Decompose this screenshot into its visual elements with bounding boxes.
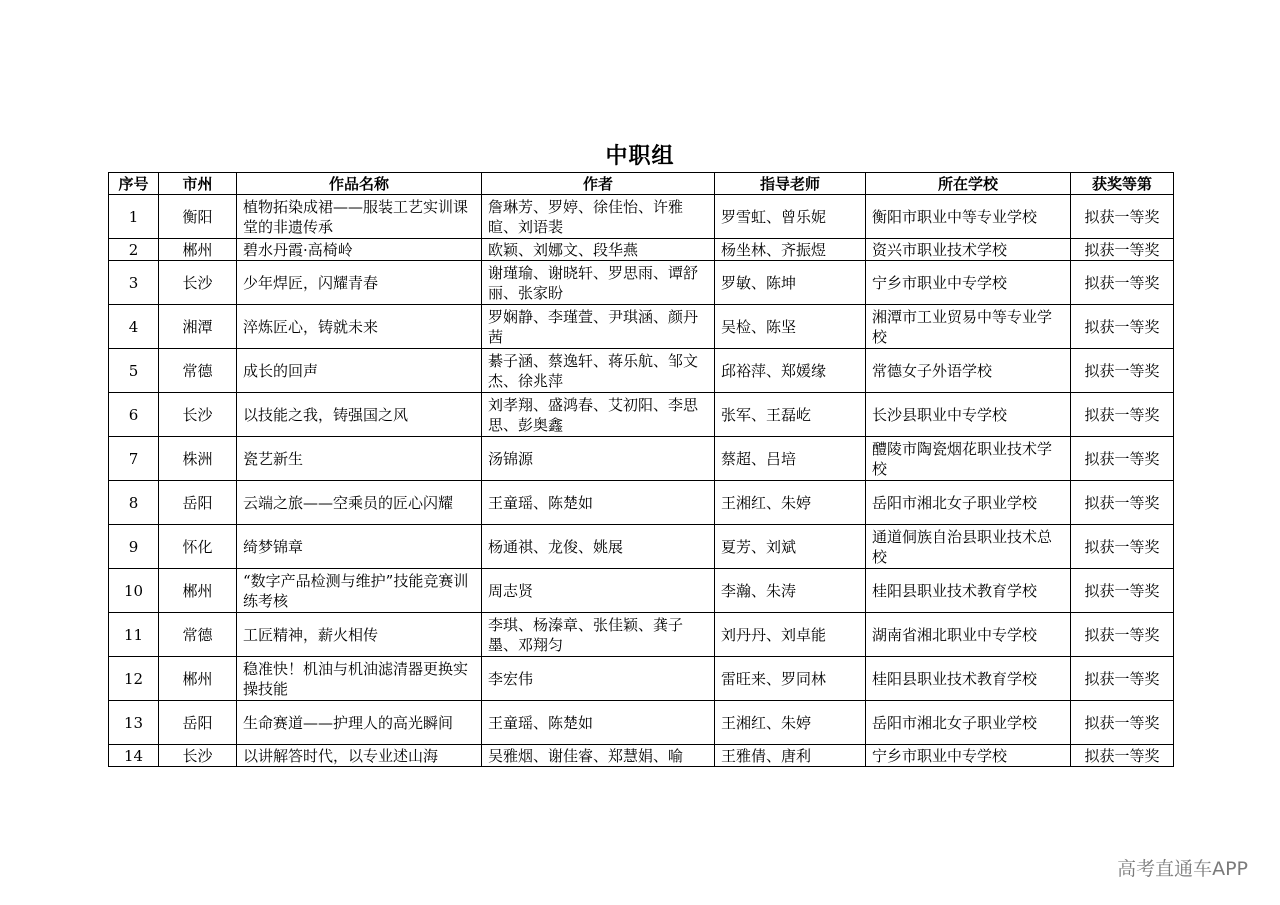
cell-advisors: 罗敏、陈坤 bbox=[715, 261, 866, 305]
cell-number: 3 bbox=[109, 261, 159, 305]
cell-school: 桂阳县职业技术教育学校 bbox=[866, 657, 1071, 701]
cell-city: 郴州 bbox=[159, 569, 237, 613]
cell-authors: 李宏伟 bbox=[482, 657, 715, 701]
cell-advisors: 蔡超、吕培 bbox=[715, 437, 866, 481]
table-row bbox=[109, 701, 1174, 745]
column-header-city: 市州 bbox=[159, 173, 237, 195]
cell-city: 株洲 bbox=[159, 437, 237, 481]
cell-authors: 罗娴静、李瑾萱、尹琪涵、颜丹茜 bbox=[482, 305, 715, 349]
cell-work: 绮梦锦章 bbox=[237, 525, 482, 569]
cell-work: 少年焊匠，闪耀青春 bbox=[237, 261, 482, 305]
column-header-work: 作品名称 bbox=[237, 173, 482, 195]
page-title: 中职组 bbox=[605, 144, 675, 169]
cell-work: 生命赛道——护理人的高光瞬间 bbox=[237, 701, 482, 745]
cell-city: 郴州 bbox=[159, 239, 237, 261]
cell-school: 醴陵市陶瓷烟花职业技术学校 bbox=[866, 437, 1071, 481]
cell-award: 拟获一等奖 bbox=[1071, 195, 1174, 239]
cell-city: 岳阳 bbox=[159, 701, 237, 745]
cell-advisors: 吴检、陈坚 bbox=[715, 305, 866, 349]
table-row bbox=[109, 393, 1174, 437]
cell-school: 长沙县职业中专学校 bbox=[866, 393, 1071, 437]
cell-school: 宁乡市职业中专学校 bbox=[866, 745, 1071, 767]
cell-advisors: 王雅倩、唐利 bbox=[715, 745, 866, 767]
table-row bbox=[109, 613, 1174, 657]
cell-school: 岳阳市湘北女子职业学校 bbox=[866, 701, 1071, 745]
column-header-authors: 作者 bbox=[482, 173, 715, 195]
cell-award: 拟获一等奖 bbox=[1071, 481, 1174, 525]
cell-award: 拟获一等奖 bbox=[1071, 261, 1174, 305]
cell-advisors: 李瀚、朱涛 bbox=[715, 569, 866, 613]
cell-school: 桂阳县职业技术教育学校 bbox=[866, 569, 1071, 613]
cell-city: 衡阳 bbox=[159, 195, 237, 239]
table-header-row bbox=[109, 173, 1174, 195]
cell-award: 拟获一等奖 bbox=[1071, 657, 1174, 701]
column-header-number: 序号 bbox=[109, 173, 159, 195]
cell-award: 拟获一等奖 bbox=[1071, 305, 1174, 349]
cell-work: 淬炼匠心，铸就未来 bbox=[237, 305, 482, 349]
cell-award: 拟获一等奖 bbox=[1071, 613, 1174, 657]
table-row bbox=[109, 195, 1174, 239]
cell-authors: 綦子涵、蔡逸轩、蒋乐航、邹文杰、徐兆萍 bbox=[482, 349, 715, 393]
cell-advisors: 张军、王磊屹 bbox=[715, 393, 866, 437]
cell-award: 拟获一等奖 bbox=[1071, 239, 1174, 261]
table-row bbox=[109, 437, 1174, 481]
table-row bbox=[109, 657, 1174, 701]
cell-city: 怀化 bbox=[159, 525, 237, 569]
cell-authors: 杨通祺、龙俊、姚展 bbox=[482, 525, 715, 569]
table-row bbox=[109, 745, 1174, 767]
cell-school: 衡阳市职业中等专业学校 bbox=[866, 195, 1071, 239]
cell-city: 郴州 bbox=[159, 657, 237, 701]
cell-work: “数字产品检测与维护”技能竞赛训练考核 bbox=[237, 569, 482, 613]
cell-city: 长沙 bbox=[159, 745, 237, 767]
cell-advisors: 王湘红、朱婷 bbox=[715, 701, 866, 745]
cell-authors: 周志贤 bbox=[482, 569, 715, 613]
cell-number: 11 bbox=[109, 613, 159, 657]
cell-advisors: 雷旺来、罗同林 bbox=[715, 657, 866, 701]
cell-number: 1 bbox=[109, 195, 159, 239]
cell-school: 资兴市职业技术学校 bbox=[866, 239, 1071, 261]
cell-work: 植物拓染成裙——服装工艺实训课堂的非遗传承 bbox=[237, 195, 482, 239]
cell-school: 通道侗族自治县职业技术总校 bbox=[866, 525, 1071, 569]
cell-work: 稳准快！机油与机油滤清器更换实操技能 bbox=[237, 657, 482, 701]
cell-authors: 刘孝翔、盛鸿春、艾初阳、李思思、彭奥鑫 bbox=[482, 393, 715, 437]
cell-award: 拟获一等奖 bbox=[1071, 569, 1174, 613]
cell-city: 常德 bbox=[159, 349, 237, 393]
cell-city: 湘潭 bbox=[159, 305, 237, 349]
cell-work: 以技能之我，铸强国之风 bbox=[237, 393, 482, 437]
cell-number: 8 bbox=[109, 481, 159, 525]
cell-city: 常德 bbox=[159, 613, 237, 657]
cell-advisors: 邱裕萍、郑媛缘 bbox=[715, 349, 866, 393]
awards-table bbox=[108, 172, 1174, 767]
cell-advisors: 夏芳、刘斌 bbox=[715, 525, 866, 569]
cell-number: 13 bbox=[109, 701, 159, 745]
cell-award: 拟获一等奖 bbox=[1071, 745, 1174, 767]
cell-work: 云端之旅——空乘员的匠心闪耀 bbox=[237, 481, 482, 525]
cell-number: 10 bbox=[109, 569, 159, 613]
cell-authors: 汤锦源 bbox=[482, 437, 715, 481]
cell-advisors: 罗雪虹、曾乐妮 bbox=[715, 195, 866, 239]
cell-number: 9 bbox=[109, 525, 159, 569]
table-row bbox=[109, 569, 1174, 613]
cell-school: 湖南省湘北职业中专学校 bbox=[866, 613, 1071, 657]
cell-authors: 李琪、杨溱章、张佳颖、龚子墨、邓翔匀 bbox=[482, 613, 715, 657]
cell-work: 瓷艺新生 bbox=[237, 437, 482, 481]
cell-number: 6 bbox=[109, 393, 159, 437]
cell-number: 4 bbox=[109, 305, 159, 349]
watermark-text: 高考直通车APP bbox=[1117, 858, 1248, 880]
table-row bbox=[109, 305, 1174, 349]
table-row bbox=[109, 481, 1174, 525]
table-row bbox=[109, 261, 1174, 305]
column-header-school: 所在学校 bbox=[866, 173, 1071, 195]
cell-authors: 王童瑶、陈楚如 bbox=[482, 701, 715, 745]
cell-work: 碧水丹霞·高椅岭 bbox=[237, 239, 482, 261]
table-row bbox=[109, 239, 1174, 261]
cell-authors: 詹琳芳、罗婷、徐佳怡、许雅暄、刘语裴 bbox=[482, 195, 715, 239]
cell-school: 岳阳市湘北女子职业学校 bbox=[866, 481, 1071, 525]
cell-award: 拟获一等奖 bbox=[1071, 701, 1174, 745]
column-header-advisors: 指导老师 bbox=[715, 173, 866, 195]
cell-authors: 欧颖、刘娜文、段华燕 bbox=[482, 239, 715, 261]
cell-authors: 谢瑾瑜、谢晓轩、罗思雨、谭舒丽、张家盼 bbox=[482, 261, 715, 305]
table-row bbox=[109, 349, 1174, 393]
cell-advisors: 刘丹丹、刘卓能 bbox=[715, 613, 866, 657]
cell-city: 长沙 bbox=[159, 261, 237, 305]
cell-authors: 吴雅烟、谢佳睿、郑慧娟、喻 bbox=[482, 745, 715, 767]
cell-work: 以讲解答时代，以专业述山海 bbox=[237, 745, 482, 767]
cell-award: 拟获一等奖 bbox=[1071, 525, 1174, 569]
cell-advisors: 王湘红、朱婷 bbox=[715, 481, 866, 525]
cell-school: 常德女子外语学校 bbox=[866, 349, 1071, 393]
cell-award: 拟获一等奖 bbox=[1071, 349, 1174, 393]
cell-award: 拟获一等奖 bbox=[1071, 393, 1174, 437]
cell-number: 14 bbox=[109, 745, 159, 767]
cell-number: 5 bbox=[109, 349, 159, 393]
cell-number: 12 bbox=[109, 657, 159, 701]
cell-school: 宁乡市职业中专学校 bbox=[866, 261, 1071, 305]
cell-number: 2 bbox=[109, 239, 159, 261]
cell-advisors: 杨坐林、齐振煜 bbox=[715, 239, 866, 261]
cell-award: 拟获一等奖 bbox=[1071, 437, 1174, 481]
table-row bbox=[109, 525, 1174, 569]
cell-work: 工匠精神，薪火相传 bbox=[237, 613, 482, 657]
cell-work: 成长的回声 bbox=[237, 349, 482, 393]
column-header-award: 获奖等第 bbox=[1071, 173, 1174, 195]
cell-school: 湘潭市工业贸易中等专业学校 bbox=[866, 305, 1071, 349]
cell-city: 岳阳 bbox=[159, 481, 237, 525]
cell-city: 长沙 bbox=[159, 393, 237, 437]
cell-authors: 王童瑶、陈楚如 bbox=[482, 481, 715, 525]
cell-number: 7 bbox=[109, 437, 159, 481]
